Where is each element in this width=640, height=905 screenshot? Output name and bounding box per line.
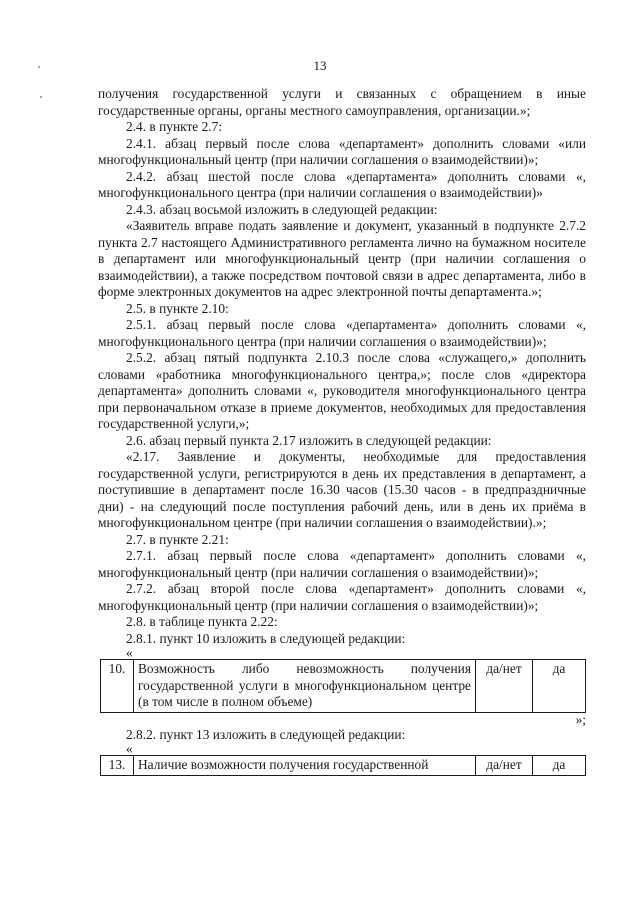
quote-open-mark: « xyxy=(126,741,133,756)
paragraph: 2.6. абзац первый пункта 2.17 изложить в следующей редакции: xyxy=(126,432,492,448)
paragraph: 2.5.2. абзац пятый подпункта 2.10.3 после слова «служащего,» дополнить словами «работника многофункционального центра,»; после слов «директора департамента» дополнить словами «, руководителя многофункционального центра при первоначальном отказе в приеме документов, необходимых для предоставления государственной услуги,»; xyxy=(98,350,586,431)
paragraph: 2.4.1. абзац первый после слова «департамент» дополнить словами «или многофункциональный центр (при наличии соглашения о взаимодействии)»; xyxy=(98,135,586,167)
table-row xyxy=(101,756,586,776)
table-cell-options: да/нет xyxy=(476,756,533,776)
paragraph: «Заявитель вправе подать заявление и документ, указанный в подпункте 2.7.2 пункта 2.7 настоящего Административного регламента лично на бумажном носителе в департамент или многофункциональный центр (при наличии соглашения о взаимодействии), а также посредством почтовой связи в адрес департамента, либо в форме электронных документов на адрес электронной почты департамента.»; xyxy=(98,218,586,299)
paragraph: 2.5. в пункте 2.10: xyxy=(126,300,229,316)
table-cell-number: 10. xyxy=(101,660,134,713)
paragraph: получения государственной услуги и связанных с обращением в иные государственные органы, органы местного самоуправления, организации.»; xyxy=(98,86,586,118)
table-cell-options: да/нет xyxy=(476,660,533,713)
table-cell-text: Возможность либо невозможность получения государственной услуги в многофункциональном центре (в том числе в полном объеме) xyxy=(134,660,476,713)
paragraph: 2.8.2. пункт 13 изложить в следующей редакции: xyxy=(126,726,406,742)
paragraph: 2.5.1. абзац первый после слова «департамента» дополнить словами «, многофункционального центра (при наличии соглашения о взаимодействии)»; xyxy=(98,317,586,349)
replacement-table-item-10 xyxy=(100,659,586,713)
document-body xyxy=(98,86,586,776)
paragraph: 2.7. в пункте 2.21: xyxy=(126,531,229,547)
paragraph: 2.4.3. абзац восьмой изложить в следующей редакции: xyxy=(126,201,438,217)
paragraph: 2.7.2. абзац второй после слова «департамент» дополнить словами «, многофункциональный центр (при наличии соглашения о взаимодействии)»; xyxy=(98,581,586,613)
paragraph: 2.4. в пункте 2.7: xyxy=(126,119,223,134)
quote-close-mark: »; xyxy=(575,711,586,727)
table-cell-number: 13. xyxy=(101,756,134,776)
page-number: 13 xyxy=(313,58,327,73)
quote-open-mark: « xyxy=(126,645,133,660)
table-cell-value: да xyxy=(533,660,586,713)
paragraph: 2.4.2. абзац шестой после слова «департамента» дополнить словами «, многофункционального центра (при наличии соглашения о взаимодействии)» xyxy=(98,168,586,200)
replacement-table-item-13 xyxy=(100,755,586,776)
paragraph: 2.8.1. пункт 10 изложить в следующей редакции: xyxy=(126,630,406,646)
table-cell-value: да xyxy=(533,756,586,776)
paragraph: «2.17. Заявление и документы, необходимые для предоставления государственной услуги, регистрируются в день их представления в департамент, а поступившие в департамент после 16.30 часов (15.30 часов - в предпраздничные дни) - на следующий после поступления рабочий день, или в день их приёма в многофункциональном центре (при наличии соглашения о взаимодействии).»; xyxy=(98,449,586,530)
paragraph: 2.8. в таблице пункта 2.22: xyxy=(126,614,278,629)
scan-speck xyxy=(40,96,42,98)
table-cell-text: Наличие возможности получения государственной xyxy=(134,756,476,776)
table-row xyxy=(101,660,586,713)
paragraph: 2.7.1. абзац первый после слова «департамент» дополнить словами «, многофункциональный центр (при наличии соглашения о взаимодействии)»; xyxy=(98,548,586,580)
